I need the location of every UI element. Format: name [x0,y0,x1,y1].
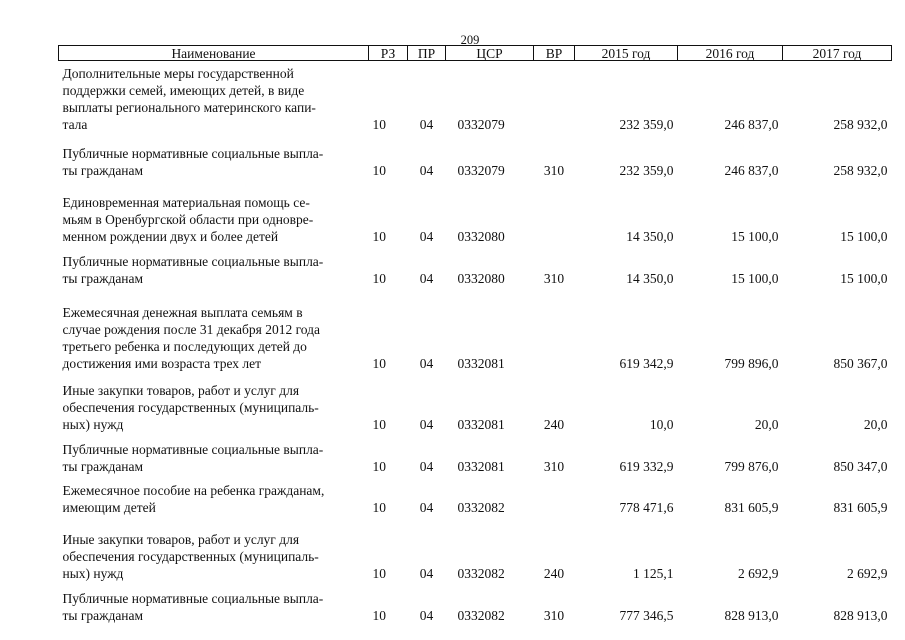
table-body [59,61,892,627]
row-value-2016: 828 913,0 [724,608,779,623]
row-value-2015: 778 471,6 [619,500,674,515]
row-value-2017: 15 100,0 [840,229,888,244]
row-vr [534,181,575,247]
row-pr: 04 [419,566,434,581]
row-rz: 10 [372,417,386,432]
row-vr: 240 [543,417,565,432]
row-name-line: Единовременная материальная помощь се- [62,195,310,210]
row-value-2015: 1 125,1 [633,566,674,581]
row-rz: 10 [372,608,386,623]
row-value-2016: 799 876,0 [724,459,779,474]
row-vr: 310 [543,163,565,178]
row-name [59,181,369,247]
row-rz: 10 [372,271,386,286]
row-vr: 310 [543,271,565,286]
row-vr [534,61,575,136]
row-rz: 10 [372,356,386,371]
table-row [59,477,892,518]
page-number: 209 [460,33,480,47]
row-rz: 10 [372,117,386,132]
row-vr: 310 [543,459,565,474]
table-row [59,289,892,374]
header-vr: ВР [534,46,575,61]
row-vr [534,289,575,374]
row-value-2017: 258 932,0 [833,163,888,178]
row-value-2015: 14 350,0 [626,271,674,286]
row-vr: 240 [543,566,565,581]
row-name-line: достижения ими возраста трех лет [62,356,262,371]
row-rz: 10 [372,566,386,581]
row-name-line: менном рождении двух и более детей [62,229,279,244]
row-name-line: имеющим детей [62,500,156,515]
row-name-line: третьего ребенка и последующих детей до [62,339,307,354]
row-value-2017: 850 347,0 [833,459,888,474]
row-rz: 10 [372,500,386,515]
row-name-line: ты гражданам [62,163,144,178]
row-csr: 0332080 [457,229,505,244]
row-value-2015: 14 350,0 [626,229,674,244]
row-name-line: Иные закупки товаров, работ и услуг для [62,532,300,547]
row-pr: 04 [419,271,434,286]
row-csr: 0332082 [457,566,505,581]
row-name-line: случае рождения после 31 декабря 2012 года [62,322,321,337]
header-2017: 2017 год [783,46,892,61]
row-name-line: Публичные нормативные социальные выпла- [62,146,324,161]
row-pr: 04 [419,500,434,515]
row-name-line: Публичные нормативные социальные выпла- [62,442,324,457]
table-row [59,518,892,584]
row-name-line: мьям в Оренбургской области при одновре- [62,212,314,227]
row-name-line: ты гражданам [62,271,144,286]
row-name [59,374,369,435]
row-pr: 04 [419,417,434,432]
row-name-line: Публичные нормативные социальные выпла- [62,254,324,269]
row-name-line: Ежемесячная денежная выплата семьям в [62,305,303,320]
row-value-2017: 258 932,0 [833,117,888,132]
row-value-2016: 15 100,0 [731,271,779,286]
row-csr: 0332080 [457,271,505,286]
row-value-2016: 15 100,0 [731,229,779,244]
row-value-2015: 232 359,0 [619,163,674,178]
row-csr: 0332081 [457,417,505,432]
row-csr: 0332082 [457,500,505,515]
row-vr [534,477,575,518]
table-row [59,435,892,477]
row-csr: 0332079 [457,163,505,178]
row-value-2015: 10,0 [649,417,674,432]
row-name [59,247,369,289]
header-name: Наименование [59,46,369,61]
row-name-line: ты гражданам [62,608,144,623]
header-csr: ЦСР [446,46,534,61]
row-name [59,61,369,136]
table-header-row [59,46,892,61]
row-name-line: Публичные нормативные социальные выпла- [62,591,324,606]
row-csr: 0332081 [457,459,505,474]
row-value-2017: 828 913,0 [833,608,888,623]
row-pr: 04 [419,229,434,244]
row-name-line: обеспечения государственных (муниципаль- [62,400,319,415]
row-pr: 04 [419,608,434,623]
row-name-line: Дополнительные меры государственной [62,66,294,81]
row-rz: 10 [372,163,386,178]
row-vr: 310 [543,608,565,623]
header-rz: РЗ [369,46,408,61]
row-name-line: ных) нужд [62,566,124,581]
header-2016: 2016 год [678,46,783,61]
budget-table [58,45,892,626]
row-value-2016: 799 896,0 [724,356,779,371]
row-value-2016: 831 605,9 [724,500,779,515]
row-value-2016: 20,0 [754,417,779,432]
row-csr: 0332082 [457,608,505,623]
row-value-2017: 850 367,0 [833,356,888,371]
row-name-line: Иные закупки товаров, работ и услуг для [62,383,300,398]
row-name-line: Ежемесячное пособие на ребенка гражданам, [62,483,325,498]
row-name-line: поддержки семей, имеющих детей, в виде [62,83,305,98]
row-name-line: тала [62,117,88,132]
table-row [59,181,892,247]
row-value-2017: 2 692,9 [847,566,888,581]
row-value-2016: 2 692,9 [738,566,779,581]
row-value-2015: 232 359,0 [619,117,674,132]
table-row [59,135,892,181]
row-value-2017: 20,0 [863,417,888,432]
row-name-line: ных) нужд [62,417,124,432]
row-name [59,135,369,181]
row-value-2017: 831 605,9 [833,500,888,515]
row-value-2015: 619 332,9 [619,459,674,474]
row-name-line: выплаты регионального материнского капи- [62,100,316,115]
row-csr: 0332079 [457,117,505,132]
table-row [59,374,892,435]
table-row [59,61,892,136]
table-row [59,584,892,626]
table-row [59,247,892,289]
row-value-2017: 15 100,0 [840,271,888,286]
row-name [59,435,369,477]
row-pr: 04 [419,117,434,132]
row-value-2016: 246 837,0 [724,117,779,132]
row-csr: 0332081 [457,356,505,371]
row-name [59,584,369,626]
row-value-2016: 246 837,0 [724,163,779,178]
row-rz: 10 [372,229,386,244]
row-value-2015: 777 346,5 [619,608,674,623]
row-pr: 04 [419,356,434,371]
row-name [59,518,369,584]
row-name-line: ты гражданам [62,459,144,474]
header-pr: ПР [408,46,446,61]
row-pr: 04 [419,163,434,178]
row-value-2015: 619 342,9 [619,356,674,371]
row-pr: 04 [419,459,434,474]
header-2015: 2015 год [575,46,678,61]
row-name [59,289,369,374]
row-rz: 10 [372,459,386,474]
row-name-line: обеспечения государственных (муниципаль- [62,549,319,564]
row-name [59,477,369,518]
